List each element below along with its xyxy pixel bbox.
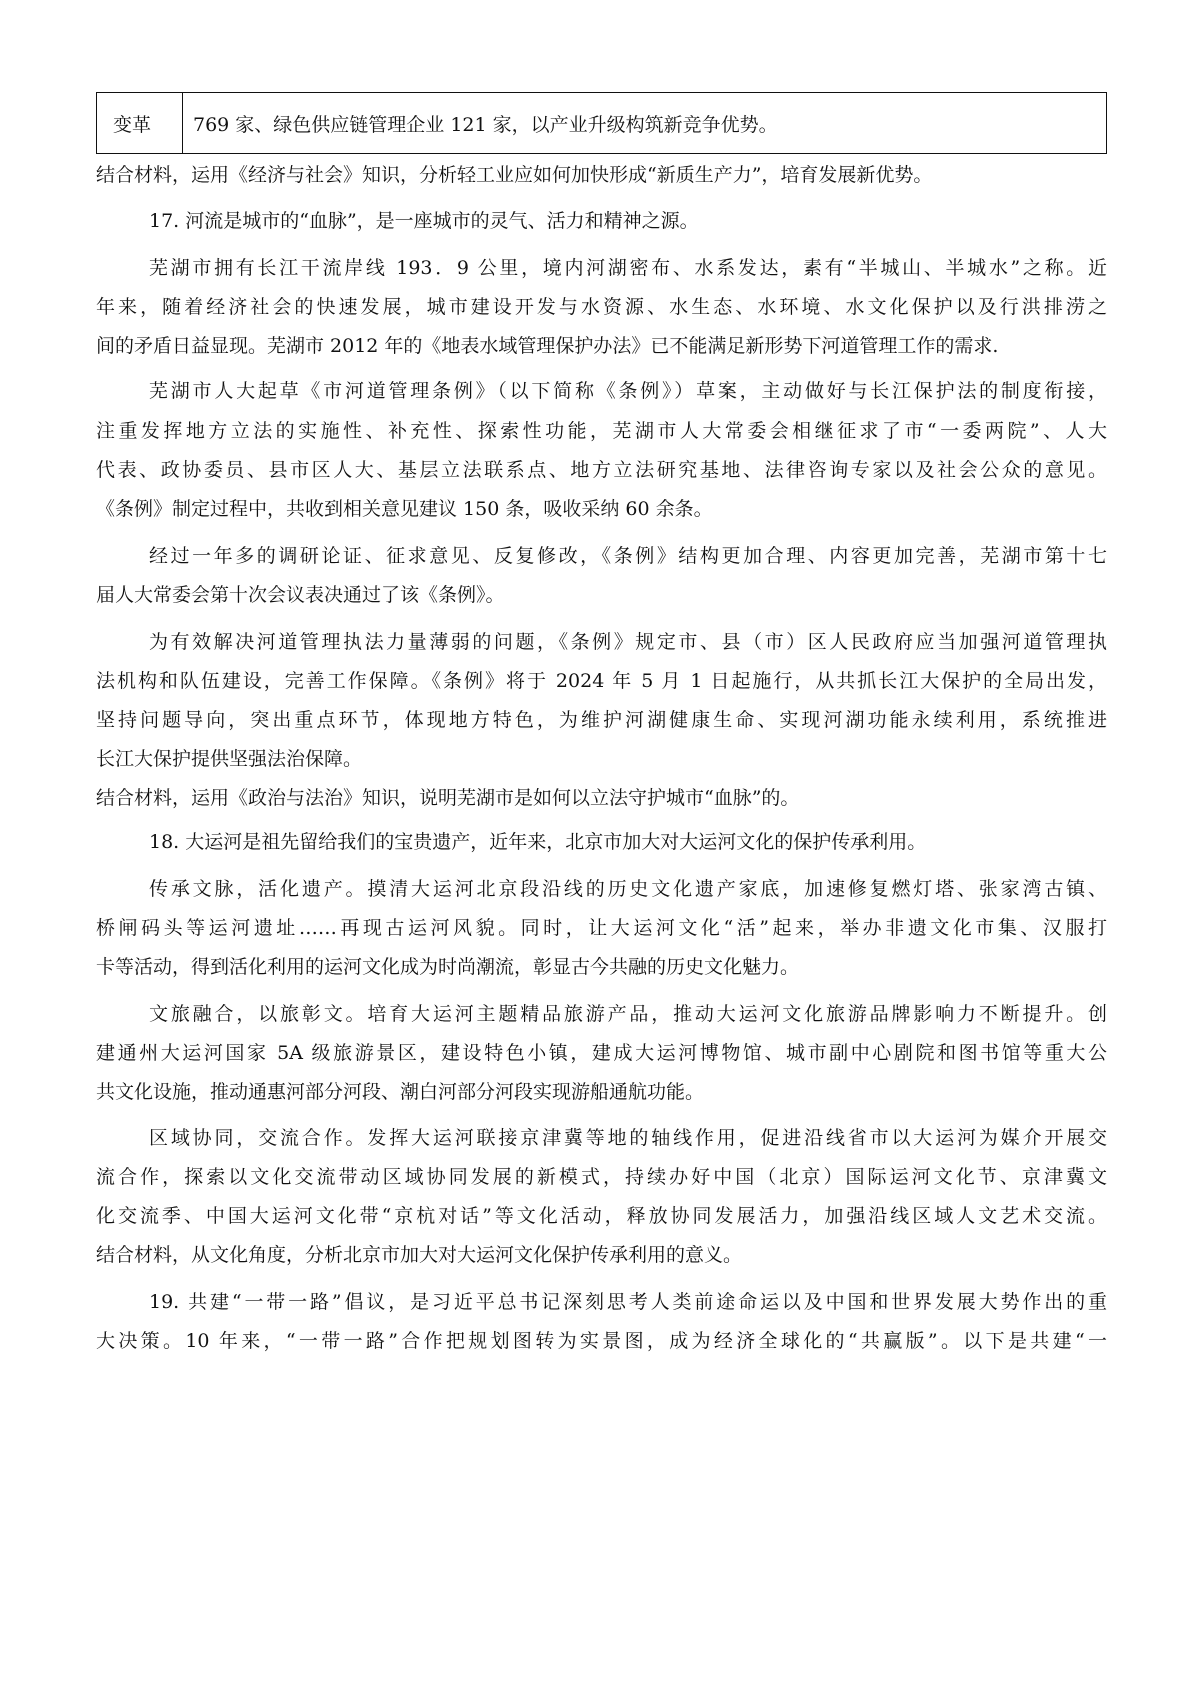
q19-line: 大决策。10 年来，“一带一路”合作把规划图转为实景图，成为经济全球化的“共赢版”。以下是共建“一 xyxy=(96,1330,1107,1352)
table-row-label: 变革 xyxy=(97,93,183,153)
q18-prompt: 结合材料，从文化角度，分析北京市加大对大运河文化保护传承利用的意义。 xyxy=(96,1244,743,1266)
q18-p3-line: 流合作，探索以文化交流带动区域协同发展的新模式，持续办好中国（北京）国际运河文化节、京津冀文 xyxy=(96,1166,1107,1188)
q18-p3-line: 区域协同，交流合作。发挥大运河联接京津冀等地的轴线作用，促进沿线省市以大运河为媒介开展交 xyxy=(149,1127,1107,1149)
table-fragment xyxy=(96,92,1107,154)
q17-p2-line: 代表、政协委员、县市区人大、基层立法联系点、地方立法研究基地、法律咨询专家以及社会公众的意见。 xyxy=(96,459,1107,481)
q18-p3-line: 化交流季、中国大运河文化带“京杭对话”等文化活动，释放协同发展活力，加强沿线区域人文艺术交流。 xyxy=(96,1205,1107,1227)
q18-stem: 18. 大运河是祖先留给我们的宝贵遗产，近年来，北京市加大对大运河文化的保护传承利用。 xyxy=(149,831,927,853)
q18-p2-line: 文旅融合，以旅彰文。培育大运河主题精品旅游产品，推动大运河文化旅游品牌影响力不断提升。创 xyxy=(149,1003,1107,1025)
q16-prompt: 结合材料，运用《经济与社会》知识，分析轻工业应如何加快形成“新质生产力”，培育发展新优势。 xyxy=(96,164,933,186)
table-row-text: 769 家、绿色供应链管理企业 121 家，以产业升级构筑新竞争优势。 xyxy=(193,113,778,136)
q17-p2-line: 芜湖市人大起草《市河道管理条例》（以下简称《条例》）草案，主动做好与长江保护法的制度衔接， xyxy=(149,380,1107,402)
q17-p1-line: 芜湖市拥有长江干流岸线 193．9 公里，境内河湖密布、水系发达，素有“半城山、半城水”之称。近 xyxy=(149,257,1107,279)
q17-p4-line: 长江大保护提供坚强法治保障。 xyxy=(96,748,363,770)
q18-p2-line: 共文化设施，推动通惠河部分河段、潮白河部分河段实现游船通航功能。 xyxy=(96,1081,705,1103)
q18-p1-line: 桥闸码头等运河遗址……再现古运河风貌。同时，让大运河文化“活”起来，举办非遗文化市集、汉服打 xyxy=(96,917,1107,939)
q17-prompt: 结合材料，运用《政治与法治》知识，说明芜湖市是如何以立法守护城市“血脉”的。 xyxy=(96,787,800,809)
q17-p2-line: 注重发挥地方立法的实施性、补充性、探索性功能，芜湖市人大常委会相继征求了市“一委两院”、人大 xyxy=(96,420,1107,442)
q17-p2-line: 《条例》制定过程中，共收到相关意见建议 150 条，吸收采纳 60 余条。 xyxy=(96,498,713,520)
q17-p3-line: 届人大常委会第十次会议表决通过了该《条例》。 xyxy=(96,584,505,606)
q17-p4-line: 为有效解决河道管理执法力量薄弱的问题，《条例》规定市、县（市）区人民政府应当加强河道管理执 xyxy=(149,631,1107,653)
q17-p4-line: 法机构和队伍建设，完善工作保障。《条例》将于 2024 年 5 月 1 日起施行，从共抓长江大保护的全局出发， xyxy=(96,670,1107,692)
q18-p2-line: 建通州大运河国家 5A 级旅游景区，建设特色小镇，建成大运河博物馆、城市副中心剧院和图书馆等重大公 xyxy=(96,1042,1107,1064)
q19-line: 19. 共建“一带一路”倡议，是习近平总书记深刻思考人类前途命运以及中国和世界发展大势作出的重 xyxy=(149,1291,1107,1313)
q17-p1-line: 间的矛盾日益显现。芜湖市 2012 年的《地表水域管理保护办法》已不能满足新形势下河道管理工作的需求. xyxy=(96,335,999,357)
q18-p1-line: 传承文脉，活化遗产。摸清大运河北京段沿线的历史文化遗产家底，加速修复燃灯塔、张家湾古镇、 xyxy=(149,878,1107,900)
q17-p1-line: 年来，随着经济社会的快速发展，城市建设开发与水资源、水生态、水环境、水文化保护以及行洪排涝之 xyxy=(96,296,1107,318)
q18-p1-line: 卡等活动，得到活化利用的运河文化成为时尚潮流，彰显古今共融的历史文化魅力。 xyxy=(96,956,800,978)
q17-p3-line: 经过一年多的调研论证、征求意见、反复修改，《条例》结构更加合理、内容更加完善，芜湖市第十七 xyxy=(149,545,1107,567)
q17-p4-line: 坚持问题导向，突出重点环节，体现地方特色，为维护河湖健康生命、实现河湖功能永续利用，系统推进 xyxy=(96,709,1107,731)
q17-stem: 17. 河流是城市的“血脉”，是一座城市的灵气、活力和精神之源。 xyxy=(149,210,699,232)
